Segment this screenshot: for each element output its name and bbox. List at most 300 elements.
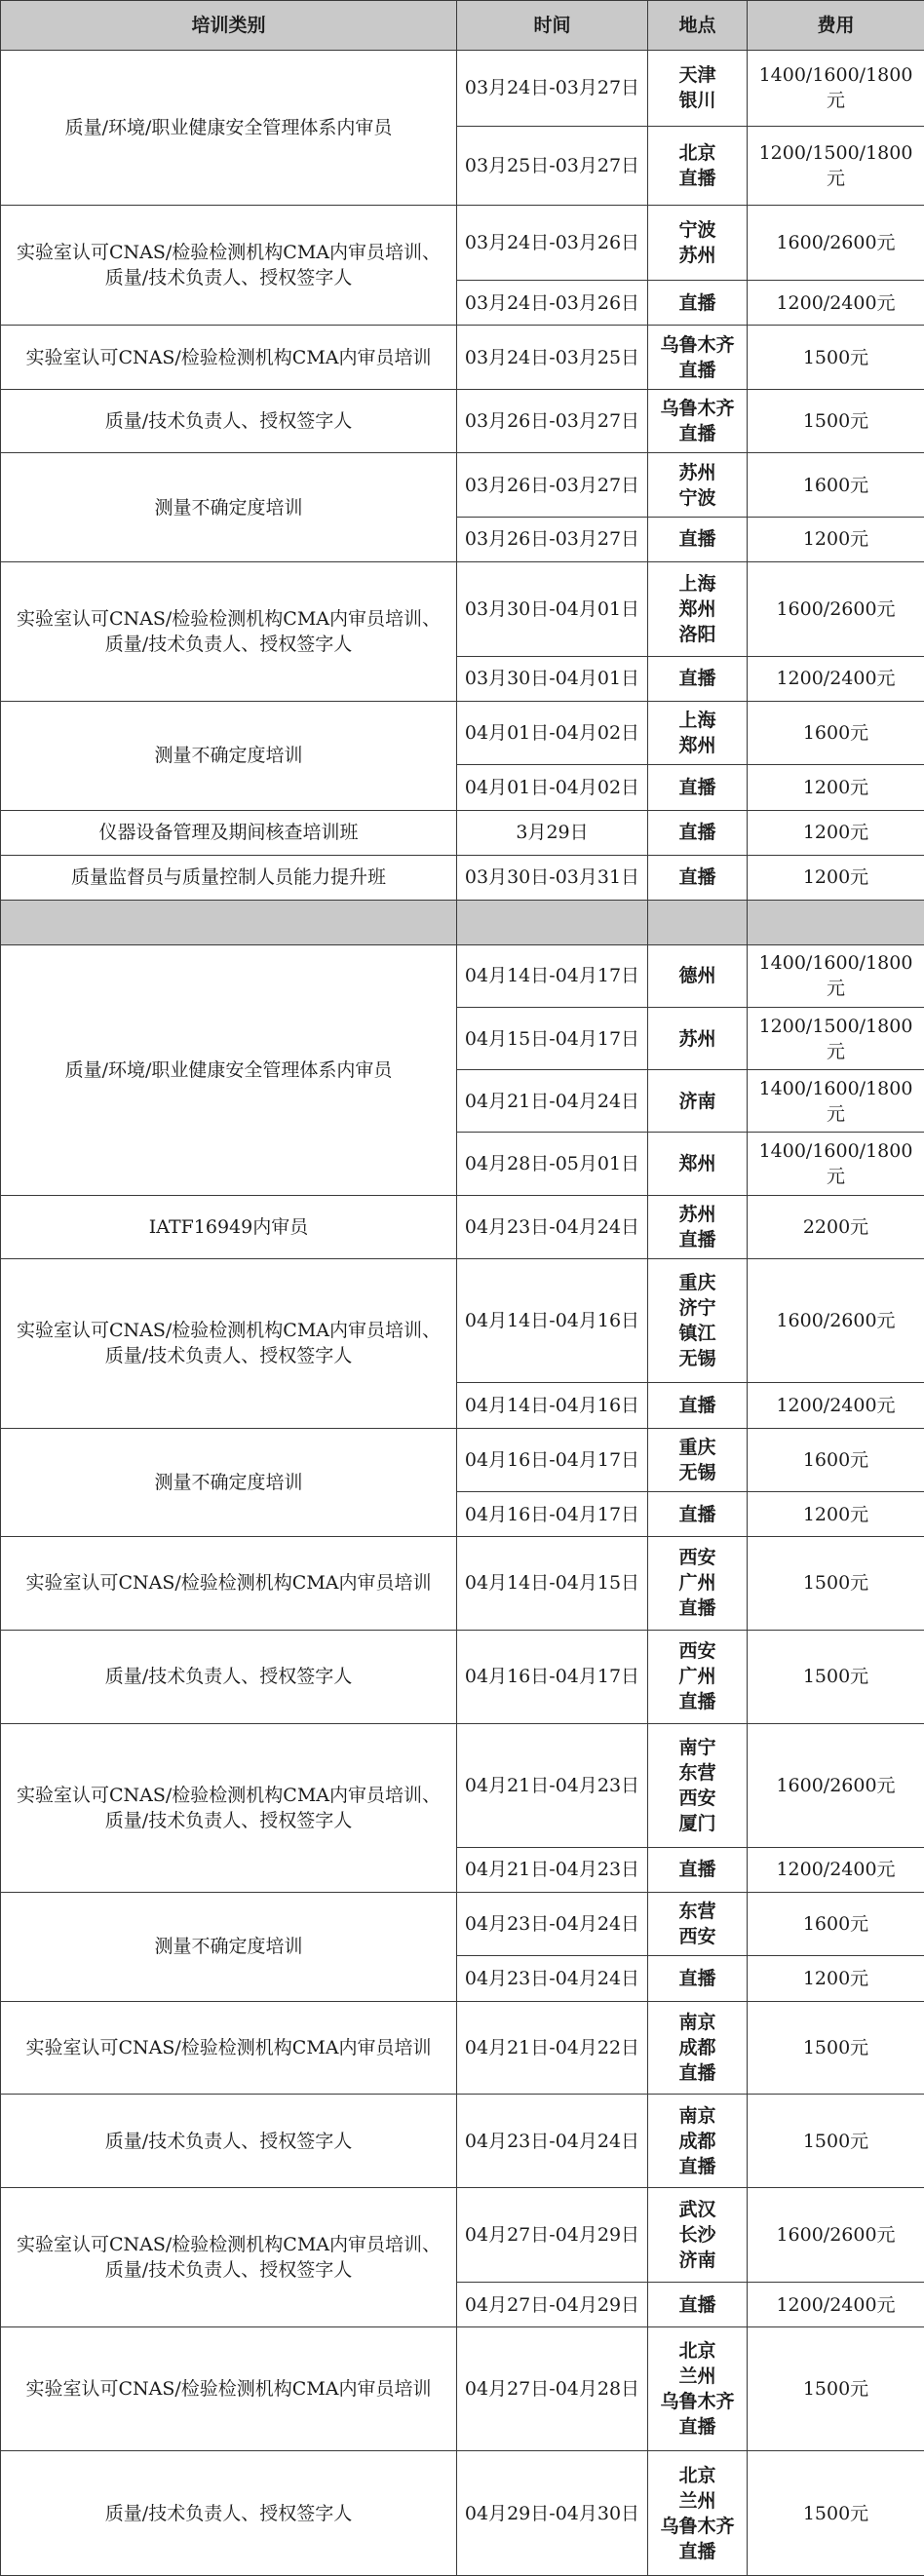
fee-cell-line: 1600/2600元 [776, 597, 896, 620]
fee-cell [748, 1428, 924, 1491]
location-cell-line: 乌鲁木齐 [660, 2391, 735, 2413]
time-cell-line: 03月25日-03月27日 [464, 154, 640, 176]
time-cell [457, 561, 648, 656]
fee-cell [748, 281, 924, 326]
fee-cell-line: 1600/2600元 [776, 232, 896, 254]
location-cell-line: 银川 [678, 90, 716, 112]
category-cell-line: IATF16949内审员 [148, 1215, 309, 1238]
location-cell [648, 1847, 748, 1892]
category-cell-line: 质量/环境/职业健康安全管理体系内审员 [64, 1058, 393, 1081]
time-cell [457, 701, 648, 764]
time-cell [457, 1630, 648, 1723]
separator-cell [1, 900, 457, 944]
location-cell [648, 281, 748, 326]
category-cell-line: 实验室认可CNAS/检验检测机构CMA内审员培训、 [16, 1320, 442, 1342]
fee-cell-line: 1600/2600元 [776, 2224, 896, 2247]
fee-cell [748, 326, 924, 389]
fee-cell [748, 1259, 924, 1383]
location-cell-line: 重庆 [678, 1436, 716, 1458]
category-cell-line: 质量/技术负责人、授权签字人 [104, 2502, 353, 2524]
time-cell-line: 04月21日-04月24日 [464, 1090, 640, 1112]
location-cell [648, 1492, 748, 1537]
fee-cell-line: 1400/1600/1800元 [758, 1140, 913, 1188]
location-cell-line: 乌鲁木齐 [660, 333, 735, 356]
location-cell-line: 直播 [678, 1597, 716, 1620]
time-cell [457, 1956, 648, 2001]
location-cell [648, 1195, 748, 1258]
time-cell-line: 04月21日-04月22日 [464, 2036, 640, 2058]
location-cell [648, 2001, 748, 2095]
category-cell-line: 质量/环境/职业健康安全管理体系内审员 [64, 116, 393, 138]
fee-cell-line: 1500元 [802, 2378, 869, 2401]
fee-cell-line: 1200元 [802, 776, 869, 798]
time-cell [457, 1007, 648, 1069]
category-cell-line: 质量/技术负责人、授权签字人 [104, 1345, 353, 1367]
location-cell [648, 1630, 748, 1723]
fee-cell-line: 1600元 [802, 1448, 869, 1471]
location-cell-line: 苏州 [678, 461, 716, 483]
location-cell-line: 东营 [678, 1761, 716, 1784]
header-location: 地点 [648, 1, 748, 51]
location-cell-line: 直播 [678, 1228, 716, 1250]
location-cell-line: 苏州 [678, 1027, 716, 1050]
fee-cell [748, 2283, 924, 2327]
time-cell-line: 04月27日-04月28日 [464, 2378, 640, 2401]
fee-cell-line: 1500元 [802, 2502, 869, 2524]
time-cell [457, 1537, 648, 1631]
fee-cell [748, 205, 924, 281]
category-cell-line: 质量/技术负责人、授权签字人 [104, 2259, 353, 2282]
location-cell-line: 上海 [678, 572, 716, 595]
location-cell [648, 205, 748, 281]
fee-cell [748, 1133, 924, 1195]
header-fee: 费用 [748, 1, 924, 51]
location-cell [648, 51, 748, 127]
time-cell-line: 03月30日-04月01日 [464, 668, 640, 690]
location-cell-line: 南京 [678, 2011, 716, 2033]
location-cell-line: 西安 [678, 1787, 716, 1809]
time-cell [457, 1847, 648, 1892]
fee-cell-line: 1500元 [802, 2036, 869, 2058]
fee-cell [748, 855, 924, 900]
table-row [1, 2327, 924, 2451]
time-cell [457, 126, 648, 205]
location-cell-line: 宁波 [678, 486, 716, 509]
location-cell [648, 1723, 748, 1847]
category-cell [1, 2095, 457, 2188]
category-cell [1, 701, 457, 810]
time-cell [457, 1492, 648, 1537]
fee-cell-line: 1200/2400元 [776, 668, 896, 690]
time-cell [457, 1428, 648, 1491]
category-cell [1, 810, 457, 855]
location-cell-line: 天津 [678, 64, 716, 87]
time-cell-line: 3月29日 [516, 822, 589, 844]
category-cell-line: 实验室认可CNAS/检验检测机构CMA内审员培训 [25, 1572, 432, 1595]
fee-cell-line: 1200元 [802, 822, 869, 844]
location-cell [648, 2095, 748, 2188]
category-cell-line: 测量不确定度培训 [154, 1936, 303, 1958]
fee-cell-line: 1200/2400元 [776, 2293, 896, 2316]
table-row [1, 944, 924, 1007]
time-cell [457, 517, 648, 561]
fee-cell [748, 453, 924, 517]
location-cell-line: 西安 [678, 1926, 716, 1948]
category-cell-line: 实验室认可CNAS/检验检测机构CMA内审员培训 [25, 2036, 432, 2058]
time-cell-line: 04月27日-04月29日 [464, 2293, 640, 2316]
location-cell [648, 656, 748, 701]
time-cell-line: 04月23日-04月24日 [464, 1967, 640, 1989]
location-cell-line: 郑州 [678, 735, 716, 757]
table-row [1, 2001, 924, 2095]
fee-cell [748, 810, 924, 855]
table-row [1, 1630, 924, 1723]
table-row [1, 1537, 924, 1631]
category-cell [1, 1630, 457, 1723]
location-cell [648, 1428, 748, 1491]
location-cell [648, 126, 748, 205]
fee-cell [748, 2188, 924, 2283]
time-cell-line: 03月26日-03月27日 [464, 410, 640, 433]
category-cell [1, 855, 457, 900]
table-body [1, 51, 924, 2576]
location-cell-line: 广州 [678, 1666, 716, 1688]
location-cell [648, 765, 748, 810]
fee-cell [748, 561, 924, 656]
time-cell [457, 2188, 648, 2283]
location-cell-line: 北京 [678, 2340, 716, 2363]
location-cell [648, 326, 748, 389]
location-cell-line: 宁波 [678, 219, 716, 242]
header-category: 培训类别 [1, 1, 457, 51]
fee-cell-line: 1200元 [802, 866, 869, 889]
month-separator-row [1, 900, 924, 944]
location-cell-line: 直播 [678, 291, 716, 314]
category-cell-line: 实验室认可CNAS/检验检测机构CMA内审员培训 [25, 346, 432, 368]
fee-cell [748, 1537, 924, 1631]
location-cell-line: 郑州 [678, 1153, 716, 1175]
fee-cell-line: 1200元 [802, 1967, 869, 1989]
time-cell-line: 04月27日-04月29日 [464, 2224, 640, 2247]
fee-cell-line: 1600元 [802, 474, 869, 496]
time-cell-line: 04月23日-04月24日 [464, 2130, 640, 2152]
fee-cell-line: 1500元 [802, 410, 869, 433]
fee-cell [748, 1723, 924, 1847]
category-cell-line: 测量不确定度培训 [154, 1471, 303, 1493]
location-cell [648, 1070, 748, 1133]
time-cell [457, 855, 648, 900]
time-cell-line: 04月16日-04月17日 [464, 1448, 640, 1471]
location-cell [648, 855, 748, 900]
time-cell-line: 04月16日-04月17日 [464, 1503, 640, 1525]
table-row [1, 701, 924, 764]
location-cell-line: 西安 [678, 1640, 716, 1663]
category-cell [1, 561, 457, 701]
table-row [1, 51, 924, 127]
fee-cell [748, 1847, 924, 1892]
location-cell-line: 直播 [678, 822, 716, 844]
location-cell-line: 直播 [678, 2416, 716, 2439]
location-cell-line: 直播 [678, 1967, 716, 1989]
time-cell [457, 2283, 648, 2327]
fee-cell-line: 1200/1500/1800元 [758, 1015, 913, 1062]
time-cell [457, 205, 648, 281]
location-cell-line: 直播 [678, 1859, 716, 1881]
table-row [1, 1259, 924, 1383]
location-cell-line: 直播 [678, 2293, 716, 2316]
table-row [1, 1723, 924, 1847]
category-cell [1, 2001, 457, 2095]
time-cell-line: 04月16日-04月17日 [464, 1666, 640, 1688]
fee-cell [748, 51, 924, 127]
location-cell-line: 德州 [678, 965, 716, 987]
location-cell-line: 成都 [678, 2130, 716, 2152]
location-cell [648, 1956, 748, 2001]
table-header-row [1, 1, 924, 51]
time-cell [457, 389, 648, 452]
time-cell-line: 04月23日-04月24日 [464, 1215, 640, 1238]
time-cell [457, 1383, 648, 1428]
category-cell [1, 2327, 457, 2451]
time-cell [457, 656, 648, 701]
location-cell-line: 苏州 [678, 1203, 716, 1225]
time-cell [457, 281, 648, 326]
time-cell-line: 04月21日-04月23日 [464, 1859, 640, 1881]
time-cell-line: 04月29日-04月30日 [464, 2502, 640, 2524]
fee-cell [748, 2095, 924, 2188]
time-cell [457, 765, 648, 810]
location-cell [648, 2451, 748, 2576]
time-cell-line: 04月21日-04月23日 [464, 1774, 640, 1796]
table-row [1, 810, 924, 855]
table-row [1, 2451, 924, 2576]
table-row [1, 561, 924, 656]
location-cell-line: 直播 [678, 866, 716, 889]
category-cell-line: 质量/技术负责人、授权签字人 [104, 267, 353, 289]
time-cell-line: 04月28日-05月01日 [464, 1153, 640, 1175]
category-cell [1, 389, 457, 452]
time-cell [457, 1723, 648, 1847]
location-cell-line: 北京 [678, 141, 716, 164]
category-cell [1, 1259, 457, 1428]
table-row [1, 326, 924, 389]
time-cell [457, 2095, 648, 2188]
fee-cell [748, 2001, 924, 2095]
fee-cell [748, 1070, 924, 1133]
category-cell-line: 实验室认可CNAS/检验检测机构CMA内审员培训、 [16, 2234, 442, 2256]
location-cell-line: 乌鲁木齐 [660, 398, 735, 420]
location-cell-line: 广州 [678, 1572, 716, 1595]
location-cell-line: 东营 [678, 1901, 716, 1923]
location-cell-line: 镇江 [678, 1323, 716, 1345]
location-cell-line: 直播 [678, 528, 716, 551]
location-cell-line: 北京 [678, 2464, 716, 2486]
location-cell-line: 直播 [678, 2540, 716, 2562]
category-cell-line: 实验室认可CNAS/检验检测机构CMA内审员培训、 [16, 242, 442, 264]
category-cell-line: 质量/技术负责人、授权签字人 [104, 410, 353, 433]
location-cell-line: 直播 [678, 2061, 716, 2084]
fee-cell [748, 517, 924, 561]
fee-cell-line: 1500元 [802, 346, 869, 368]
time-cell-line: 03月30日-04月01日 [464, 597, 640, 620]
location-cell [648, 389, 748, 452]
time-cell [457, 326, 648, 389]
separator-cell [748, 900, 924, 944]
location-cell-line: 重庆 [678, 1272, 716, 1294]
category-cell-line: 测量不确定度培训 [154, 745, 303, 767]
location-cell [648, 517, 748, 561]
fee-cell [748, 944, 924, 1007]
time-cell-line: 04月01日-04月02日 [464, 776, 640, 798]
location-cell [648, 944, 748, 1007]
location-cell-line: 苏州 [678, 245, 716, 267]
location-cell [648, 2283, 748, 2327]
fee-cell [748, 2327, 924, 2451]
category-cell-line: 质量/技术负责人、授权签字人 [104, 633, 353, 655]
table-row [1, 855, 924, 900]
fee-cell-line: 1600/2600元 [776, 1310, 896, 1332]
fee-cell-line: 1200/2400元 [776, 1395, 896, 1416]
fee-cell-line: 1400/1600/1800元 [758, 64, 913, 112]
location-cell-line: 直播 [678, 167, 716, 189]
category-cell [1, 2188, 457, 2327]
category-cell-line: 质量/技术负责人、授权签字人 [104, 1666, 353, 1688]
category-cell [1, 944, 457, 1195]
fee-cell [748, 1630, 924, 1723]
location-cell [648, 1892, 748, 1955]
time-cell [457, 1892, 648, 1955]
category-cell [1, 1195, 457, 1258]
table-row [1, 1195, 924, 1258]
location-cell-line: 兰州 [678, 2365, 716, 2388]
location-cell [648, 1007, 748, 1069]
category-cell-line: 实验室认可CNAS/检验检测机构CMA内审员培训、 [16, 1784, 442, 1806]
table-row [1, 205, 924, 281]
fee-cell-line: 1200元 [802, 528, 869, 551]
location-cell [648, 1133, 748, 1195]
time-cell [457, 2327, 648, 2451]
separator-cell [648, 900, 748, 944]
category-cell [1, 1892, 457, 2001]
table-row [1, 1892, 924, 1955]
fee-cell-line: 1500元 [802, 1572, 869, 1595]
category-cell-line: 实验室认可CNAS/检验检测机构CMA内审员培训、 [16, 607, 442, 630]
category-cell [1, 1428, 457, 1537]
fee-cell [748, 1892, 924, 1955]
location-cell-line: 兰州 [678, 2489, 716, 2512]
location-cell-line: 上海 [678, 710, 716, 732]
location-cell [648, 1383, 748, 1428]
table-row [1, 453, 924, 517]
fee-cell [748, 1383, 924, 1428]
time-cell [457, 1259, 648, 1383]
time-cell-line: 03月24日-03月27日 [464, 77, 640, 99]
time-cell [457, 1195, 648, 1258]
location-cell-line: 乌鲁木齐 [660, 2515, 735, 2537]
fee-cell [748, 126, 924, 205]
location-cell [648, 701, 748, 764]
table-row [1, 2095, 924, 2188]
fee-cell-line: 1400/1600/1800元 [758, 952, 913, 1000]
location-cell-line: 武汉 [678, 2199, 716, 2221]
location-cell-line: 直播 [678, 776, 716, 798]
time-cell-line: 04月14日-04月16日 [464, 1310, 640, 1332]
fee-cell [748, 656, 924, 701]
fee-cell [748, 1956, 924, 2001]
time-cell [457, 2001, 648, 2095]
location-cell [648, 2327, 748, 2451]
location-cell-line: 直播 [678, 1691, 716, 1713]
fee-cell [748, 1007, 924, 1069]
time-cell-line: 03月24日-03月26日 [464, 291, 640, 314]
fee-cell-line: 1500元 [802, 1666, 869, 1688]
location-cell [648, 810, 748, 855]
category-cell [1, 205, 457, 326]
fee-cell-line: 1200/1500/1800元 [758, 141, 913, 189]
location-cell [648, 453, 748, 517]
location-cell-line: 南宁 [678, 1736, 716, 1758]
table-row [1, 1428, 924, 1491]
time-cell-line: 03月26日-03月27日 [464, 528, 640, 551]
separator-cell [457, 900, 648, 944]
fee-cell [748, 1492, 924, 1537]
time-cell-line: 04月01日-04月02日 [464, 722, 640, 745]
category-cell-line: 质量/技术负责人、授权签字人 [104, 2130, 353, 2152]
fee-cell-line: 1500元 [802, 2130, 869, 2152]
location-cell-line: 无锡 [678, 1348, 716, 1370]
table-row [1, 389, 924, 452]
fee-cell-line: 1600/2600元 [776, 1774, 896, 1796]
location-cell-line: 成都 [678, 2036, 716, 2058]
location-cell-line: 直播 [678, 668, 716, 690]
location-cell-line: 直播 [678, 359, 716, 381]
location-cell-line: 无锡 [678, 1461, 716, 1483]
category-cell-line: 质量监督员与质量控制人员能力提升班 [70, 866, 386, 889]
location-cell-line: 直播 [678, 2155, 716, 2177]
fee-cell [748, 701, 924, 764]
location-cell-line: 直播 [678, 423, 716, 445]
location-cell-line: 济宁 [678, 1297, 716, 1320]
location-cell [648, 561, 748, 656]
time-cell-line: 04月15日-04月17日 [464, 1027, 640, 1050]
time-cell [457, 51, 648, 127]
time-cell-line: 03月24日-03月26日 [464, 232, 640, 254]
location-cell-line: 郑州 [678, 597, 716, 620]
time-cell [457, 2451, 648, 2576]
location-cell-line: 直播 [678, 1503, 716, 1525]
fee-cell-line: 2200元 [802, 1215, 869, 1238]
fee-cell-line: 1200/2400元 [776, 1859, 896, 1881]
category-cell [1, 2451, 457, 2576]
category-cell-line: 仪器设备管理及期间核查培训班 [98, 822, 359, 844]
time-cell [457, 1070, 648, 1133]
category-cell-line: 质量/技术负责人、授权签字人 [104, 1809, 353, 1831]
category-cell [1, 1537, 457, 1631]
time-cell-line: 03月26日-03月27日 [464, 474, 640, 496]
location-cell [648, 1259, 748, 1383]
location-cell-line: 济南 [678, 2249, 716, 2272]
location-cell-line: 厦门 [678, 1812, 716, 1834]
table-row [1, 2188, 924, 2283]
fee-cell-line: 1600元 [802, 1913, 869, 1936]
category-cell-line: 测量不确定度培训 [154, 496, 303, 519]
time-cell-line: 04月14日-04月15日 [464, 1572, 640, 1595]
fee-cell [748, 2451, 924, 2576]
category-cell [1, 51, 457, 206]
time-cell [457, 944, 648, 1007]
time-cell-line: 04月14日-04月17日 [464, 965, 640, 987]
time-cell [457, 810, 648, 855]
